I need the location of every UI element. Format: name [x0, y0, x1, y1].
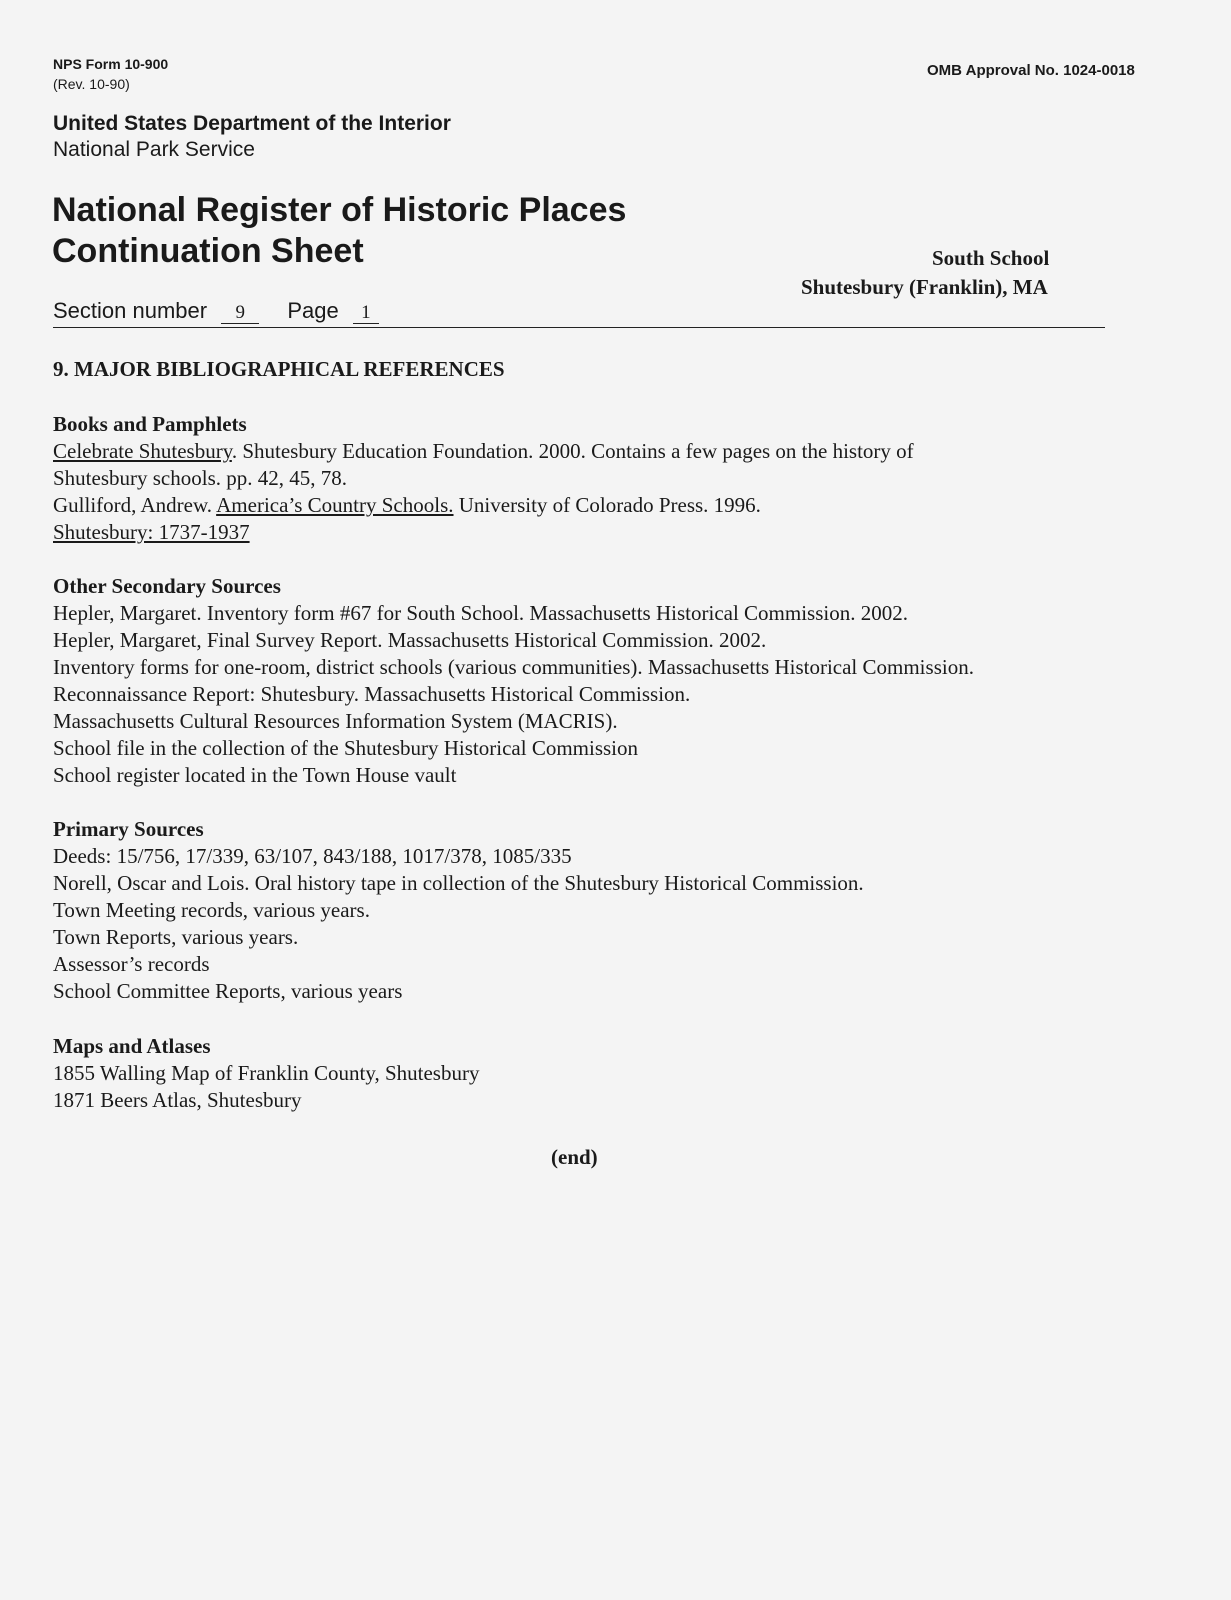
list-item: Reconnaissance Report: Shutesbury. Massachusetts Historical Commission. — [53, 682, 691, 706]
books-entry-1 — [53, 438, 1133, 465]
book-title: Celebrate Shutesbury — [53, 439, 232, 463]
list-item: Norell, Oscar and Lois. Oral history tape in collection of the Shutesbury Historical Commission. — [53, 871, 864, 895]
primary-sources-section — [53, 816, 1133, 1005]
list-item: Hepler, Margaret. Inventory form #67 for South School. Massachusetts Historical Commission. 2002. — [53, 601, 908, 625]
book-title: America’s Country Schools. — [216, 493, 454, 517]
list-item: School register located in the Town House vault — [53, 763, 457, 787]
list-item: Town Meeting records, various years. — [53, 898, 370, 922]
page-number-value: 1 — [353, 303, 379, 324]
other-sources-heading: Other Secondary Sources — [53, 574, 281, 598]
maps-section — [53, 1033, 1133, 1114]
omb-approval: OMB Approval No. 1024-0018 — [927, 62, 1135, 79]
primary-sources-heading: Primary Sources — [53, 817, 204, 841]
list-item: Hepler, Margaret, Final Survey Report. Massachusetts Historical Commission. 2002. — [53, 628, 767, 652]
section-heading: 9. MAJOR BIBLIOGRAPHICAL REFERENCES — [53, 357, 505, 381]
page-title-line1: National Register of Historic Places — [52, 191, 627, 229]
books-section — [53, 411, 1133, 546]
end-marker: (end) — [551, 1145, 598, 1169]
maps-heading: Maps and Atlases — [53, 1034, 211, 1058]
book-details: . Shutesbury Education Foundation. 2000. Contains a few pages on the history of — [231, 439, 914, 463]
form-number: NPS Form 10-900 — [53, 56, 169, 72]
department-name: United States Department of the Interior — [53, 112, 451, 135]
section-page-line — [53, 298, 379, 324]
list-item: Town Reports, various years. — [53, 925, 299, 949]
header-rule — [53, 327, 1105, 328]
section-number-label: Section number — [53, 298, 208, 323]
books-entry-3 — [53, 519, 1133, 546]
list-item: 1871 Beers Atlas, Shutesbury — [53, 1088, 302, 1112]
section-number-value: 9 — [221, 303, 259, 324]
books-entry-1-continued: Shutesbury schools. pp. 42, 45, 78. — [53, 466, 347, 490]
books-heading: Books and Pamphlets — [53, 412, 247, 436]
list-item: School Committee Reports, various years — [53, 979, 403, 1003]
list-item: School file in the collection of the Shutesbury Historical Commission — [53, 736, 639, 760]
list-item: Massachusetts Cultural Resources Information System (MACRIS). — [53, 709, 618, 733]
page-title-line2: Continuation Sheet — [52, 232, 364, 270]
property-location: Shutesbury (Franklin), MA — [801, 275, 1048, 299]
list-item: 1855 Walling Map of Franklin County, Shutesbury — [53, 1061, 480, 1085]
book-author: Gulliford, Andrew. — [53, 493, 217, 517]
property-name: South School — [932, 246, 1050, 270]
book-details: University of Colorado Press. 1996. — [453, 493, 761, 517]
books-entry-2 — [53, 492, 1133, 519]
page-label: Page — [287, 298, 339, 323]
agency-name: National Park Service — [53, 138, 255, 161]
list-item: Assessor’s records — [53, 952, 210, 976]
other-sources-section — [53, 573, 1133, 789]
list-item: Deeds: 15/756, 17/339, 63/107, 843/188, 1017/378, 1085/335 — [53, 844, 572, 868]
book-title: Shutesbury: 1737-1937 — [53, 520, 250, 544]
list-item: Inventory forms for one-room, district schools (various communities). Massachusetts Historical Commission. — [53, 655, 974, 679]
form-revision: (Rev. 10-90) — [53, 76, 130, 92]
